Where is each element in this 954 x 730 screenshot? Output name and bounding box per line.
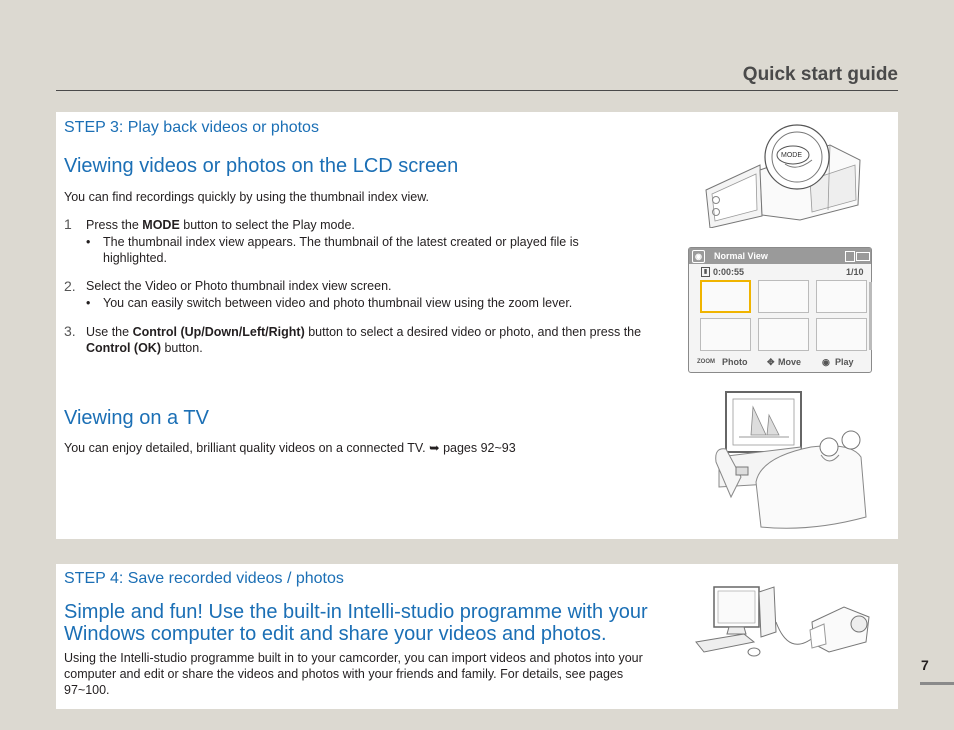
lcd-info-bar bbox=[689, 266, 871, 278]
tv-section-text bbox=[64, 440, 516, 456]
ok-icon: ◉ bbox=[822, 357, 830, 367]
elapsed-time: 0:00:55 bbox=[713, 267, 745, 277]
lcd-title-bar bbox=[689, 248, 871, 264]
page-number-rule bbox=[920, 682, 954, 685]
lcd-section-title: Viewing videos or photos on the LCD screen bbox=[64, 155, 459, 177]
header-rule bbox=[56, 90, 898, 91]
normal-view-label: Normal View bbox=[714, 251, 768, 261]
step-1-bullet-text: The thumbnail index view appears. The thumbnail of the latest created or played file is highlighted. bbox=[103, 235, 579, 265]
tv-text: You can enjoy detailed, brilliant quality videos on a connected TV. bbox=[64, 441, 426, 455]
control-icon: ✥ bbox=[767, 357, 775, 367]
zoom-label: ZOOM bbox=[697, 359, 715, 365]
step-1-post: button to select the Play mode. bbox=[179, 218, 355, 232]
battery-icon bbox=[856, 252, 870, 261]
arrow-icon: ➥ bbox=[429, 441, 440, 455]
video-icon: ▮ bbox=[701, 267, 710, 277]
thumbnail-6[interactable] bbox=[816, 318, 867, 351]
step3-label: STEP 3: Play back videos or photos bbox=[64, 119, 319, 136]
page-header-title: Quick start guide bbox=[742, 64, 898, 85]
step3-panel: STEP 3: Play back videos or photos Viewing videos or photos on the LCD screen You can find recordings quickly by using the thumbnail index view. 1 Press the MODE button to select the Play mode. • The thumbnail index view appears. The thumbnail of the latest created or played file is highlighted. 2. Select the Video or Photo thumbnail index view screen. • You can easily switch between video and photo thumbnail view using the zoom lever. 3. Use the Control (Up/Down/Left/Right) button to select a desired video or photo, and then press the Control (OK) button. Viewing on a TV You can enjoy detailed, brilliant quality videos on a connected TV. ➥ pages 92~93 MODE ◉ Normal View ▮ 0:00:55 1/10 ZOOM Photo ✥ Move ◉ Play bbox=[56, 112, 898, 539]
file-counter: 1/10 bbox=[846, 267, 864, 277]
step-1-pre: Press the bbox=[86, 218, 143, 232]
tv-pages-ref: pages 92~93 bbox=[443, 441, 516, 455]
lcd-section-intro: You can find recordings quickly by using the thumbnail index view. bbox=[64, 190, 430, 204]
step4-label: STEP 4: Save recorded videos / photos bbox=[64, 570, 344, 587]
step-3-text bbox=[86, 324, 676, 356]
step-2-text: Select the Video or Photo thumbnail index view screen. bbox=[86, 279, 392, 293]
step-3-ok-bold: Control (OK) bbox=[86, 341, 161, 355]
lcd-thumbnail-screen bbox=[688, 247, 872, 373]
step-3-control-bold: Control (Up/Down/Left/Right) bbox=[132, 325, 305, 339]
thumbnail-1[interactable] bbox=[700, 280, 751, 313]
tv-viewing-illustration bbox=[711, 387, 886, 532]
thumbnail-2[interactable] bbox=[758, 280, 809, 313]
lcd-footer bbox=[689, 354, 871, 370]
camcorder-illustration bbox=[700, 120, 870, 228]
step-1-text bbox=[86, 217, 676, 233]
tv-section-title: Viewing on a TV bbox=[64, 407, 209, 429]
step-2-number: 2. bbox=[64, 278, 76, 294]
step-3-number: 3. bbox=[64, 323, 76, 339]
thumbnail-3[interactable] bbox=[816, 280, 867, 313]
lcd-scrollbar[interactable] bbox=[869, 282, 872, 350]
step4-title-line1: Simple and fun! Use the built-in Intelli-studio programme with your bbox=[64, 601, 648, 623]
pc-connection-illustration bbox=[694, 582, 884, 664]
step-3-mid: button to select a desired video or photo, and then press the bbox=[304, 325, 642, 339]
step-3-post: button. bbox=[160, 341, 203, 355]
step-3-pre: Use the bbox=[86, 325, 133, 339]
play-label: Play bbox=[835, 357, 854, 367]
page-number: 7 bbox=[921, 657, 929, 673]
thumbnail-5[interactable] bbox=[758, 318, 809, 351]
step4-title-line2: Windows computer to edit and share your videos and photos. bbox=[64, 623, 607, 645]
move-label: Move bbox=[778, 357, 802, 367]
card-icon bbox=[845, 251, 855, 262]
step-1-number: 1 bbox=[64, 216, 72, 232]
camera-mode-icon: ◉ bbox=[692, 250, 705, 263]
mode-label: MODE bbox=[781, 152, 802, 159]
thumbnail-4[interactable] bbox=[700, 318, 751, 351]
step-1-mode-bold: MODE bbox=[142, 218, 180, 232]
step4-panel bbox=[56, 564, 898, 709]
photo-label: Photo bbox=[722, 357, 748, 367]
step-2-bullet-text: You can easily switch between video and photo thumbnail view using the zoom lever. bbox=[103, 296, 573, 310]
step4-text: Using the Intelli-studio programme built in to your camcorder, you can import videos and photos into your computer and edit or share the videos and photos with your friends and family. For details, see pages 97~100. bbox=[64, 651, 643, 697]
